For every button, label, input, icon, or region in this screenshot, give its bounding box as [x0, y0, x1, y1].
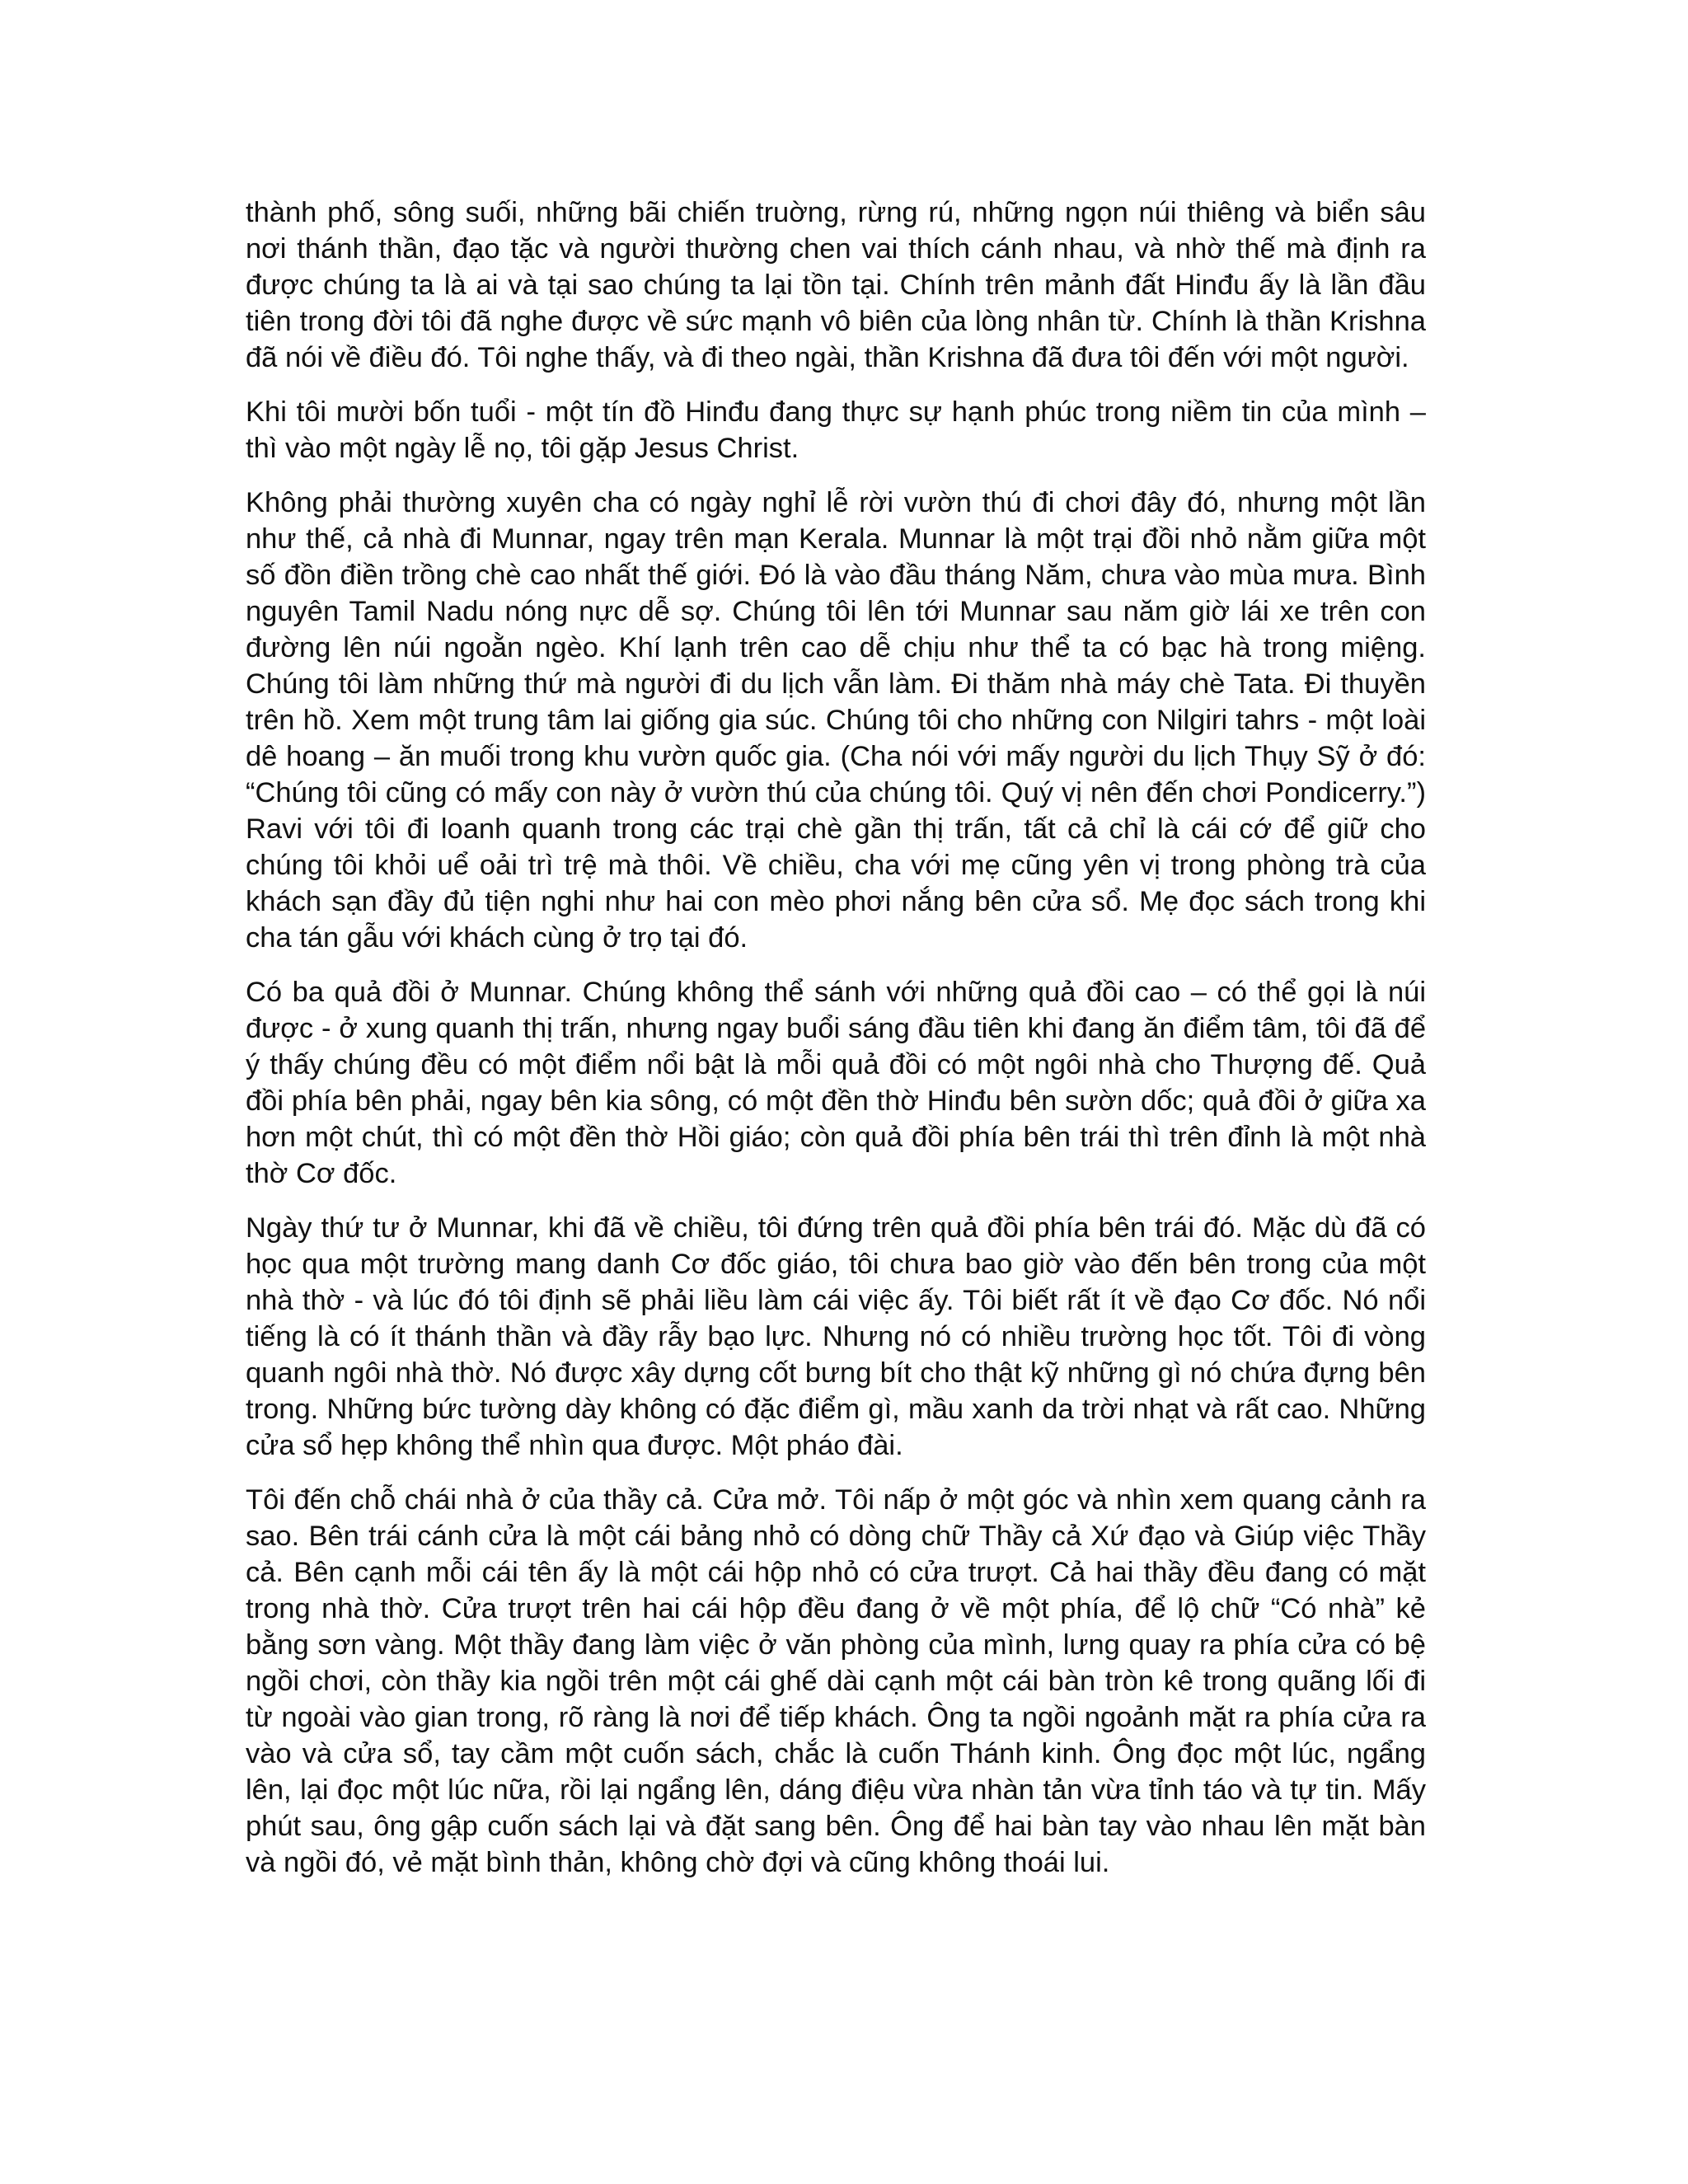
document-page	[246, 194, 1426, 1899]
paragraph-6: Tôi đến chỗ chái nhà ở của thầy cả. Cửa mở. Tôi nấp ở một góc và nhìn xem quang cảnh ra sao. Bên trái cánh cửa là một cái bảng nhỏ có dòng chữ Thầy cả Xứ đạo và Giúp việc Thầy cả. Bên cạnh mỗi cái tên ấy là một cái hộp nhỏ có cửa trượt. Cả hai thầy đều đang có mặt trong nhà thờ. Cửa trượt trên hai cái hộp đều đang ở về một phía, để lộ chữ “Có nhà” kẻ bằng sơn vàng. Một thầy đang làm việc ở văn phòng của mình, lưng quay ra phía cửa có bệ ngồi chơi, còn thầy kia ngồi trên một cái ghế dài cạnh một cái bàn tròn kê trong quãng lối đi từ ngoài vào gian trong, rõ ràng là nơi để tiếp khách. Ông ta ngồi ngoảnh mặt ra phía cửa ra vào và cửa sổ, tay cầm một cuốn sách, chắc là cuốn Thánh kinh. Ông đọc một lúc, ngẩng lên, lại đọc một lúc nữa, rồi lại ngẩng lên, dáng điệu vừa nhàn tản vừa tỉnh táo và tự tin. Mấy phút sau, ông gập cuốn sách lại và đặt sang bên. Ông để hai bàn tay vào nhau lên mặt bàn và ngồi đó, vẻ mặt bình thản, không chờ đợi và cũng không thoái lui.	[246, 1484, 1426, 1878]
paragraph-3: Không phải thường xuyên cha có ngày nghỉ lễ rời vườn thú đi chơi đây đó, nhưng một lần như thế, cả nhà đi Munnar, ngay trên mạn Kerala. Munnar là một trại đồi nhỏ nằm giữa một số đồn điền trồng chè cao nhất thế giới. Đó là vào đầu tháng Năm, chưa vào mùa mưa. Bình nguyên Tamil Nadu nóng nực dễ sợ. Chúng tôi lên tới Munnar sau năm giờ lái xe trên con đường lên núi ngoằn ngèo. Khí lạnh trên cao dễ chịu như thể ta có bạc hà trong miệng. Chúng tôi làm những thứ mà người đi du lịch vẫn làm. Đi thăm nhà máy chè Tata. Đi thuyền trên hồ. Xem một trung tâm lai giống gia súc. Chúng tôi cho những con Nilgiri tahrs - một loài dê hoang – ăn muối trong khu vườn quốc gia. (Cha nói với mấy người du lịch Thụy Sỹ ở đó: “Chúng tôi cũng có mấy con này ở vườn thú của chúng tôi. Quý vị nên đến chơi Pondicerry.”) Ravi với tôi đi loanh quanh trong các trại chè gần thị trấn, tất cả chỉ là cái cớ để giữ cho chúng tôi khỏi uể oải trì trệ mà thôi. Về chiều, cha với mẹ cũng yên vị trong phòng trà của khách sạn đầy đủ tiện nghi như hai con mèo phơi nắng bên cửa sổ. Mẹ đọc sách trong khi cha tán gẫu với khách cùng ở trọ tại đó.	[246, 487, 1426, 954]
paragraph-5: Ngày thứ tư ở Munnar, khi đã về chiều, tôi đứng trên quả đồi phía bên trái đó. Mặc dù đã có học qua một trường mang danh Cơ đốc giáo, tôi chưa bao giờ vào đến bên trong của một nhà thờ - và lúc đó tôi định sẽ phải liều làm cái việc ấy. Tôi biết rất ít về đạo Cơ đốc. Nó nổi tiếng là có ít thánh thần và đầy rẫy bạo lực. Nhưng nó có nhiều trường học tốt. Tôi đi vòng quanh ngôi nhà thờ. Nó được xây dựng cốt bưng bít cho thật kỹ những gì nó chứa đựng bên trong. Những bức tường dày không có đặc điểm gì, mầu xanh da trời nhạt và rất cao. Những cửa sổ hẹp không thể nhìn qua được. Một pháo đài.	[246, 1212, 1426, 1461]
paragraph-4: Có ba quả đồi ở Munnar. Chúng không thể sánh với những quả đồi cao – có thể gọi là núi được - ở xung quanh thị trấn, nhưng ngay buổi sáng đầu tiên khi đang ăn điểm tâm, tôi đã để ý thấy chúng đều có một điểm nổi bật là mỗi quả đồi có một ngôi nhà cho Thượng đế. Quả đồi phía bên phải, ngay bên kia sông, có một đền thờ Hinđu bên sườn dốc; quả đồi ở giữa xa hơn một chút, thì có một đền thờ Hồi giáo; còn quả đồi phía bên trái thì trên đỉnh là một nhà thờ Cơ đốc.	[246, 977, 1426, 1189]
paragraph-1: thành phố, sông suối, những bãi chiến truờng, rừng rú, những ngọn núi thiêng và biển sâu nơi thánh thần, đạo tặc và người thường chen vai thích cánh nhau, và nhờ thế mà định ra được chúng ta là ai và tại sao chúng ta lại tồn tại. Chính trên mảnh đất Hinđu ấy là lần đầu tiên trong đời tôi đã nghe được về sức mạnh vô biên của lòng nhân từ. Chính là thần Krishna đã nói về điều đó. Tôi nghe thấy, và đi theo ngài, thần Krishna đã đưa tôi đến với một người.	[246, 197, 1426, 373]
paragraph-2: Khi tôi mười bốn tuổi - một tín đồ Hinđu đang thực sự hạnh phúc trong niềm tin của mình – thì vào một ngày lễ nọ, tôi gặp Jesus Christ.	[246, 396, 1426, 464]
